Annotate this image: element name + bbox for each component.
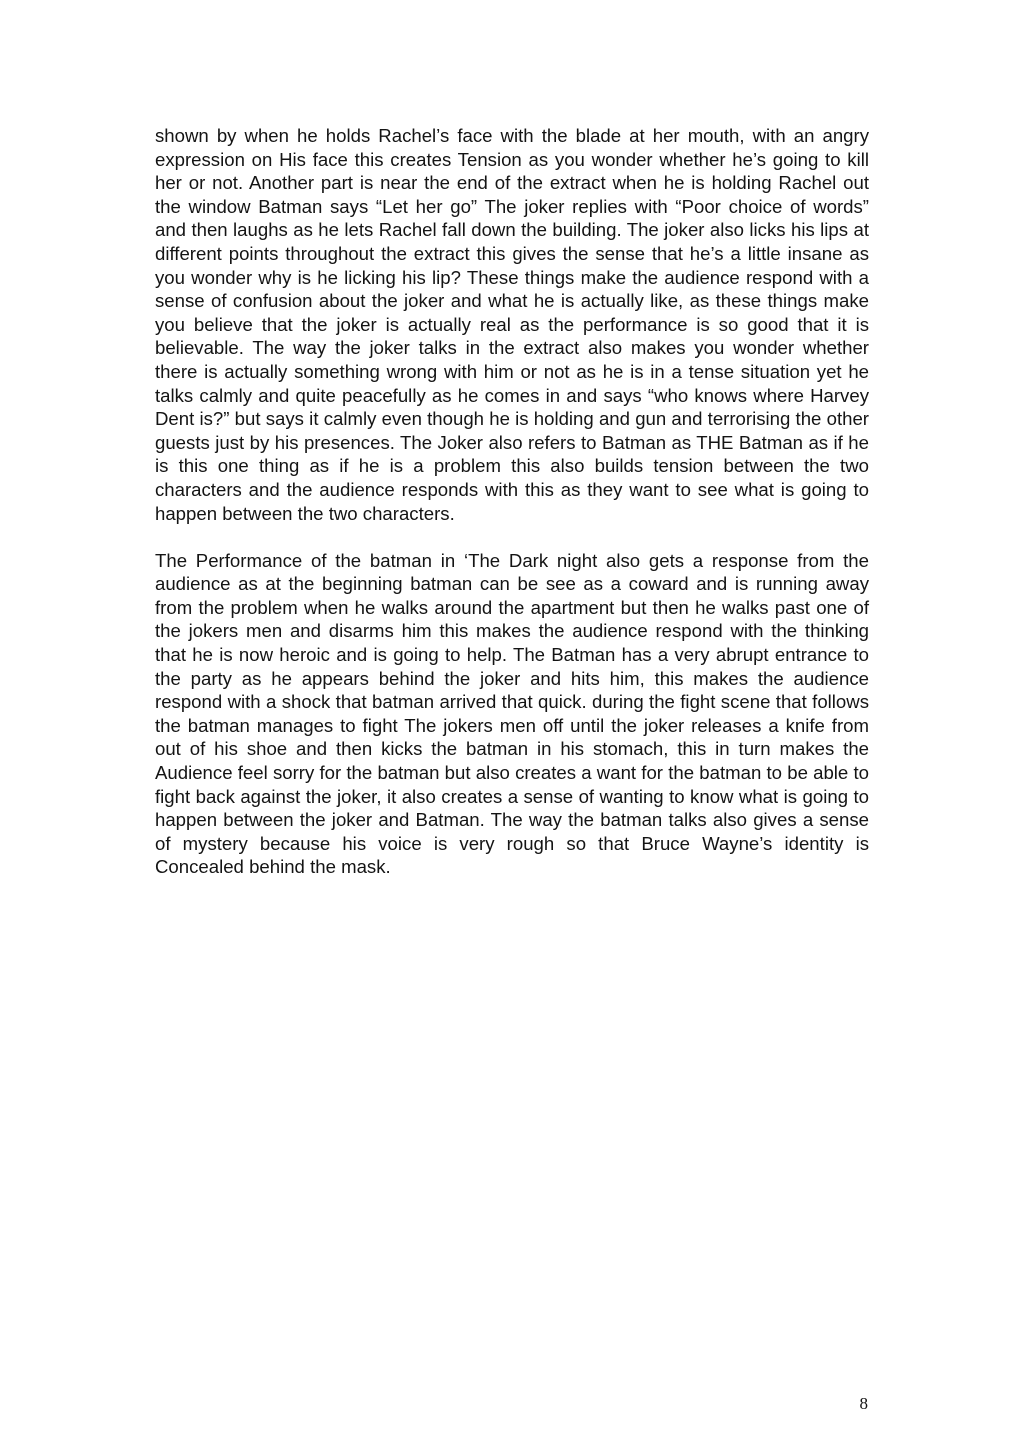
paragraph-joker-performance: shown by when he holds Rachel’s face with the blade at her mouth, with an angry expression on His face this creates Tension as you wonder whether he’s going to kill her or not. Another part is near the end of the extract when he is holding Rachel out the window Batman says “Let her go” The joker replies with “Poor choice of words” and then laughs as he lets Rachel fall down the building. The joker also licks his lips at different points throughout the extract this gives the sense that he’s a little insane as you wonder why is he licking his lip? These things make the audience respond with a sense of confusion about the joker and what he is actually like, as these things make you believe that the joker is actually real as the performance is so good that it is believable. The way the joker talks in the extract also makes you wonder whether there is actually something wrong with him or not as he is in a tense situation yet he talks calmly and quite peacefully as he comes in and says “who knows where Harvey Dent is?” but says it calmly even though he is holding and gun and terrorising the other guests just by his presences. The Joker also refers to Batman as THE Batman as if he is this one thing as if he is a problem this also builds tension between the two characters and the audience responds with this as they want to see what is going to happen between the two characters.	[155, 125, 869, 524]
page-number: 8	[859, 1394, 868, 1413]
paragraph-batman-performance: The Performance of the batman in ‘The Dark night also gets a response from the audience as at the beginning batman can be see as a coward and is running away from the problem when he walks around the apartment but then he walks past one of the jokers men and disarms him this makes the audience respond with the thinking that he is now heroic and is going to help. The Batman has a very abrupt entrance to the party as he appears behind the joker and hits him, this makes the audience respond with a shock that batman arrived that quick. during the fight scene that follows the batman manages to fight The jokers men off until the joker releases a knife from out of his shoe and then kicks the batman in his stomach, this in turn makes the Audience feel sorry for the batman but also creates a want for the batman to be able to fight back against the joker, it also creates a sense of wanting to know what is going to happen between the joker and Batman. The way the batman talks also gives a sense of mystery because his voice is very rough so that Bruce Wayne’s identity is Concealed behind the mask.	[155, 549, 869, 878]
body-text	[155, 124, 869, 879]
